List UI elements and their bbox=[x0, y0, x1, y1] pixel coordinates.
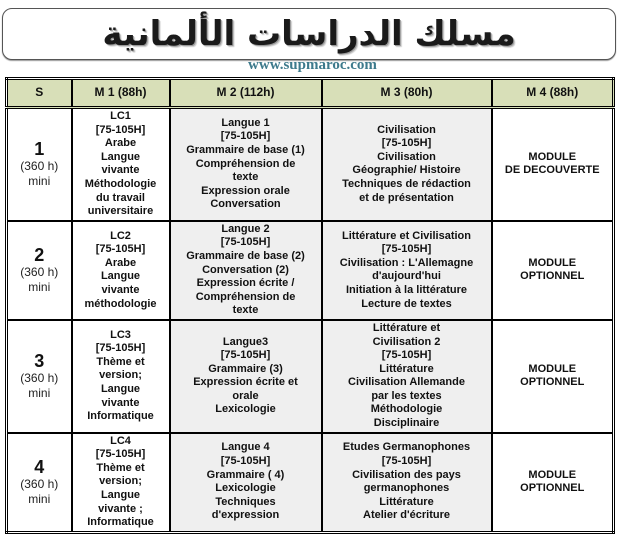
cell-line: Civilisation : L'Allemagne bbox=[339, 256, 474, 269]
cell-line: [75-105H] bbox=[381, 243, 432, 256]
cell-line: germanophones bbox=[363, 482, 450, 495]
cell-line: Techniques bbox=[215, 495, 276, 508]
cell-line: vivante bbox=[101, 164, 140, 177]
cell-line: [75-105H] bbox=[95, 123, 146, 136]
cell-line: MODULE bbox=[528, 468, 577, 481]
header-semester: S bbox=[7, 79, 72, 108]
cell-line: Grammaire de base (1) bbox=[186, 143, 305, 156]
cell-line: Thème et bbox=[96, 461, 145, 474]
semester-hours: (360 h) bbox=[20, 476, 59, 491]
semester-hours: (360 h) bbox=[20, 158, 59, 173]
cell-line: Informatique bbox=[87, 516, 154, 529]
module-m2-cell bbox=[170, 108, 322, 221]
cell-line: Expression orale bbox=[201, 184, 290, 197]
cell-line: [75-105H] bbox=[95, 448, 146, 461]
cell-line: Expression écrite et bbox=[193, 376, 298, 389]
semester-number: 2 bbox=[34, 244, 45, 265]
cell-line: et de présentation bbox=[359, 191, 454, 204]
website-url: www.supmaroc.com bbox=[248, 57, 377, 73]
cell-line: Arabe bbox=[104, 137, 137, 150]
module-m2-cell bbox=[170, 433, 322, 533]
cell-line: [75-105H] bbox=[95, 243, 146, 256]
table-row bbox=[7, 221, 614, 320]
cell-line: [75-105H] bbox=[220, 130, 271, 143]
cell-line: Langue bbox=[100, 270, 141, 283]
cell-line: Langue 4 bbox=[221, 441, 270, 454]
cell-line: MODULE bbox=[528, 150, 577, 163]
cell-line: OPTIONNEL bbox=[520, 270, 585, 283]
cell-line: OPTIONNEL bbox=[520, 376, 585, 389]
module-m3-cell bbox=[322, 221, 492, 320]
cell-line: Grammaire de base (2) bbox=[186, 249, 305, 262]
header-m4: M 4 (88h) bbox=[492, 79, 614, 108]
semester-cell bbox=[7, 433, 72, 533]
cell-line: version; bbox=[99, 475, 142, 488]
module-m4-cell bbox=[492, 108, 614, 221]
cell-line: Conversation bbox=[210, 198, 281, 211]
cell-line: Lexicologie bbox=[215, 403, 276, 416]
cell-line: [75-105H] bbox=[381, 455, 432, 468]
cell-line: vivante ; bbox=[98, 502, 143, 515]
cell-line: OPTIONNEL bbox=[520, 482, 585, 495]
cell-line: Géographie/ Histoire bbox=[352, 164, 461, 177]
semester-hours: (360 h) bbox=[20, 370, 59, 385]
cell-line: texte bbox=[232, 171, 259, 184]
cell-line: [75-105H] bbox=[381, 137, 432, 150]
semester-mini-label: mini bbox=[28, 385, 51, 400]
cell-line: Lexicologie bbox=[215, 482, 276, 495]
module-m4-cell bbox=[492, 221, 614, 320]
cell-line: Initiation à la littérature bbox=[345, 283, 468, 296]
cell-line: Disciplinaire bbox=[373, 417, 440, 430]
module-m4-cell bbox=[492, 320, 614, 433]
cell-line: Littérature bbox=[379, 362, 434, 375]
cell-line: Grammaire (3) bbox=[208, 362, 283, 375]
cell-line: [75-105H] bbox=[220, 236, 271, 249]
cell-line: LC3 bbox=[110, 328, 131, 341]
cell-line: LC1 bbox=[110, 110, 131, 122]
page-title: مسلك الدراسات الألمانية bbox=[102, 14, 516, 54]
table-row bbox=[7, 320, 614, 433]
cell-line: texte bbox=[232, 304, 259, 317]
semester-cell bbox=[7, 221, 72, 320]
cell-line: DE DECOUVERTE bbox=[504, 164, 600, 177]
cell-line: Expression écrite / bbox=[196, 277, 295, 290]
header-m1: M 1 (88h) bbox=[72, 79, 170, 108]
cell-line: Arabe bbox=[104, 256, 137, 269]
cell-line: Langue bbox=[100, 150, 141, 163]
cell-line: Littérature et Civilisation bbox=[342, 229, 471, 242]
cell-line: Techniques de rédaction bbox=[342, 177, 471, 190]
module-m4-cell bbox=[492, 433, 614, 533]
cell-line: [75-105H] bbox=[95, 342, 146, 355]
semester-number: 3 bbox=[34, 350, 45, 371]
semester-cell bbox=[7, 108, 72, 221]
cell-line: du travail bbox=[96, 191, 145, 204]
module-m1-cell bbox=[72, 221, 170, 320]
cell-line: Civilisation des pays bbox=[352, 468, 461, 481]
table-row bbox=[7, 433, 614, 533]
cell-line: d'expression bbox=[211, 509, 280, 522]
curriculum-table bbox=[5, 77, 615, 534]
cell-line: LC4 bbox=[110, 434, 131, 447]
cell-line: Conversation (2) bbox=[202, 263, 289, 276]
module-m3-cell bbox=[322, 433, 492, 533]
cell-line: d'aujourd'hui bbox=[372, 270, 441, 283]
cell-line: Langue bbox=[100, 383, 141, 396]
module-m2-cell bbox=[170, 320, 322, 433]
cell-line: vivante bbox=[101, 283, 140, 296]
cell-line: Informatique bbox=[87, 410, 154, 423]
cell-line: Civilisation bbox=[377, 150, 436, 163]
cell-line: Grammaire ( 4) bbox=[206, 468, 285, 481]
cell-line: Méthodologie bbox=[370, 403, 443, 416]
header-m3: M 3 (80h) bbox=[322, 79, 492, 108]
cell-line: [75-105H] bbox=[220, 455, 271, 468]
semester-number: 4 bbox=[34, 456, 45, 477]
cell-line: Etudes Germanophones bbox=[342, 441, 471, 454]
cell-line: Langue bbox=[100, 489, 141, 502]
module-m1-cell bbox=[72, 320, 170, 433]
semester-mini-label: mini bbox=[28, 173, 51, 188]
cell-line: Langue3 bbox=[222, 335, 269, 348]
module-m3-cell bbox=[322, 108, 492, 221]
cell-line: Atelier d'écriture bbox=[363, 509, 450, 522]
cell-line: [75-105H] bbox=[381, 349, 432, 362]
cell-line: MODULE bbox=[528, 362, 577, 375]
cell-line: orale bbox=[232, 389, 259, 402]
cell-line: [75-105H] bbox=[220, 349, 271, 362]
table-header-row bbox=[7, 79, 614, 108]
cell-line: Compréhension de bbox=[195, 157, 296, 170]
cell-line: Thème et bbox=[96, 355, 145, 368]
cell-line: Civilisation bbox=[377, 123, 436, 136]
cell-line: Civilisation 2 bbox=[372, 335, 441, 348]
semester-hours: (360 h) bbox=[20, 264, 59, 279]
cell-line: MODULE bbox=[528, 256, 577, 269]
cell-line: Compréhension de bbox=[195, 290, 296, 303]
module-m2-cell bbox=[170, 221, 322, 320]
cell-line: universitaire bbox=[87, 205, 154, 218]
semester-mini-label: mini bbox=[28, 279, 51, 294]
header-m2: M 2 (112h) bbox=[170, 79, 322, 108]
module-m1-cell bbox=[72, 108, 170, 221]
semester-number: 1 bbox=[34, 138, 45, 159]
cell-line: par les textes bbox=[371, 389, 442, 402]
cell-line: méthodologie bbox=[84, 297, 157, 310]
title-banner bbox=[2, 8, 616, 60]
cell-line: Lecture de textes bbox=[361, 297, 452, 310]
cell-line: Langue 1 bbox=[221, 116, 270, 129]
cell-line: Littérature bbox=[379, 495, 434, 508]
cell-line: version; bbox=[99, 369, 142, 382]
cell-line: LC2 bbox=[110, 229, 131, 242]
cell-line: Langue 2 bbox=[221, 222, 270, 235]
semester-mini-label: mini bbox=[28, 491, 51, 506]
semester-cell bbox=[7, 320, 72, 433]
table-row bbox=[7, 108, 614, 221]
cell-line: Méthodologie bbox=[84, 177, 157, 190]
module-m3-cell bbox=[322, 320, 492, 433]
cell-line: vivante bbox=[101, 396, 140, 409]
cell-line: Littérature et bbox=[372, 321, 441, 334]
module-m1-cell bbox=[72, 433, 170, 533]
cell-line: Civilisation Allemande bbox=[348, 376, 465, 389]
